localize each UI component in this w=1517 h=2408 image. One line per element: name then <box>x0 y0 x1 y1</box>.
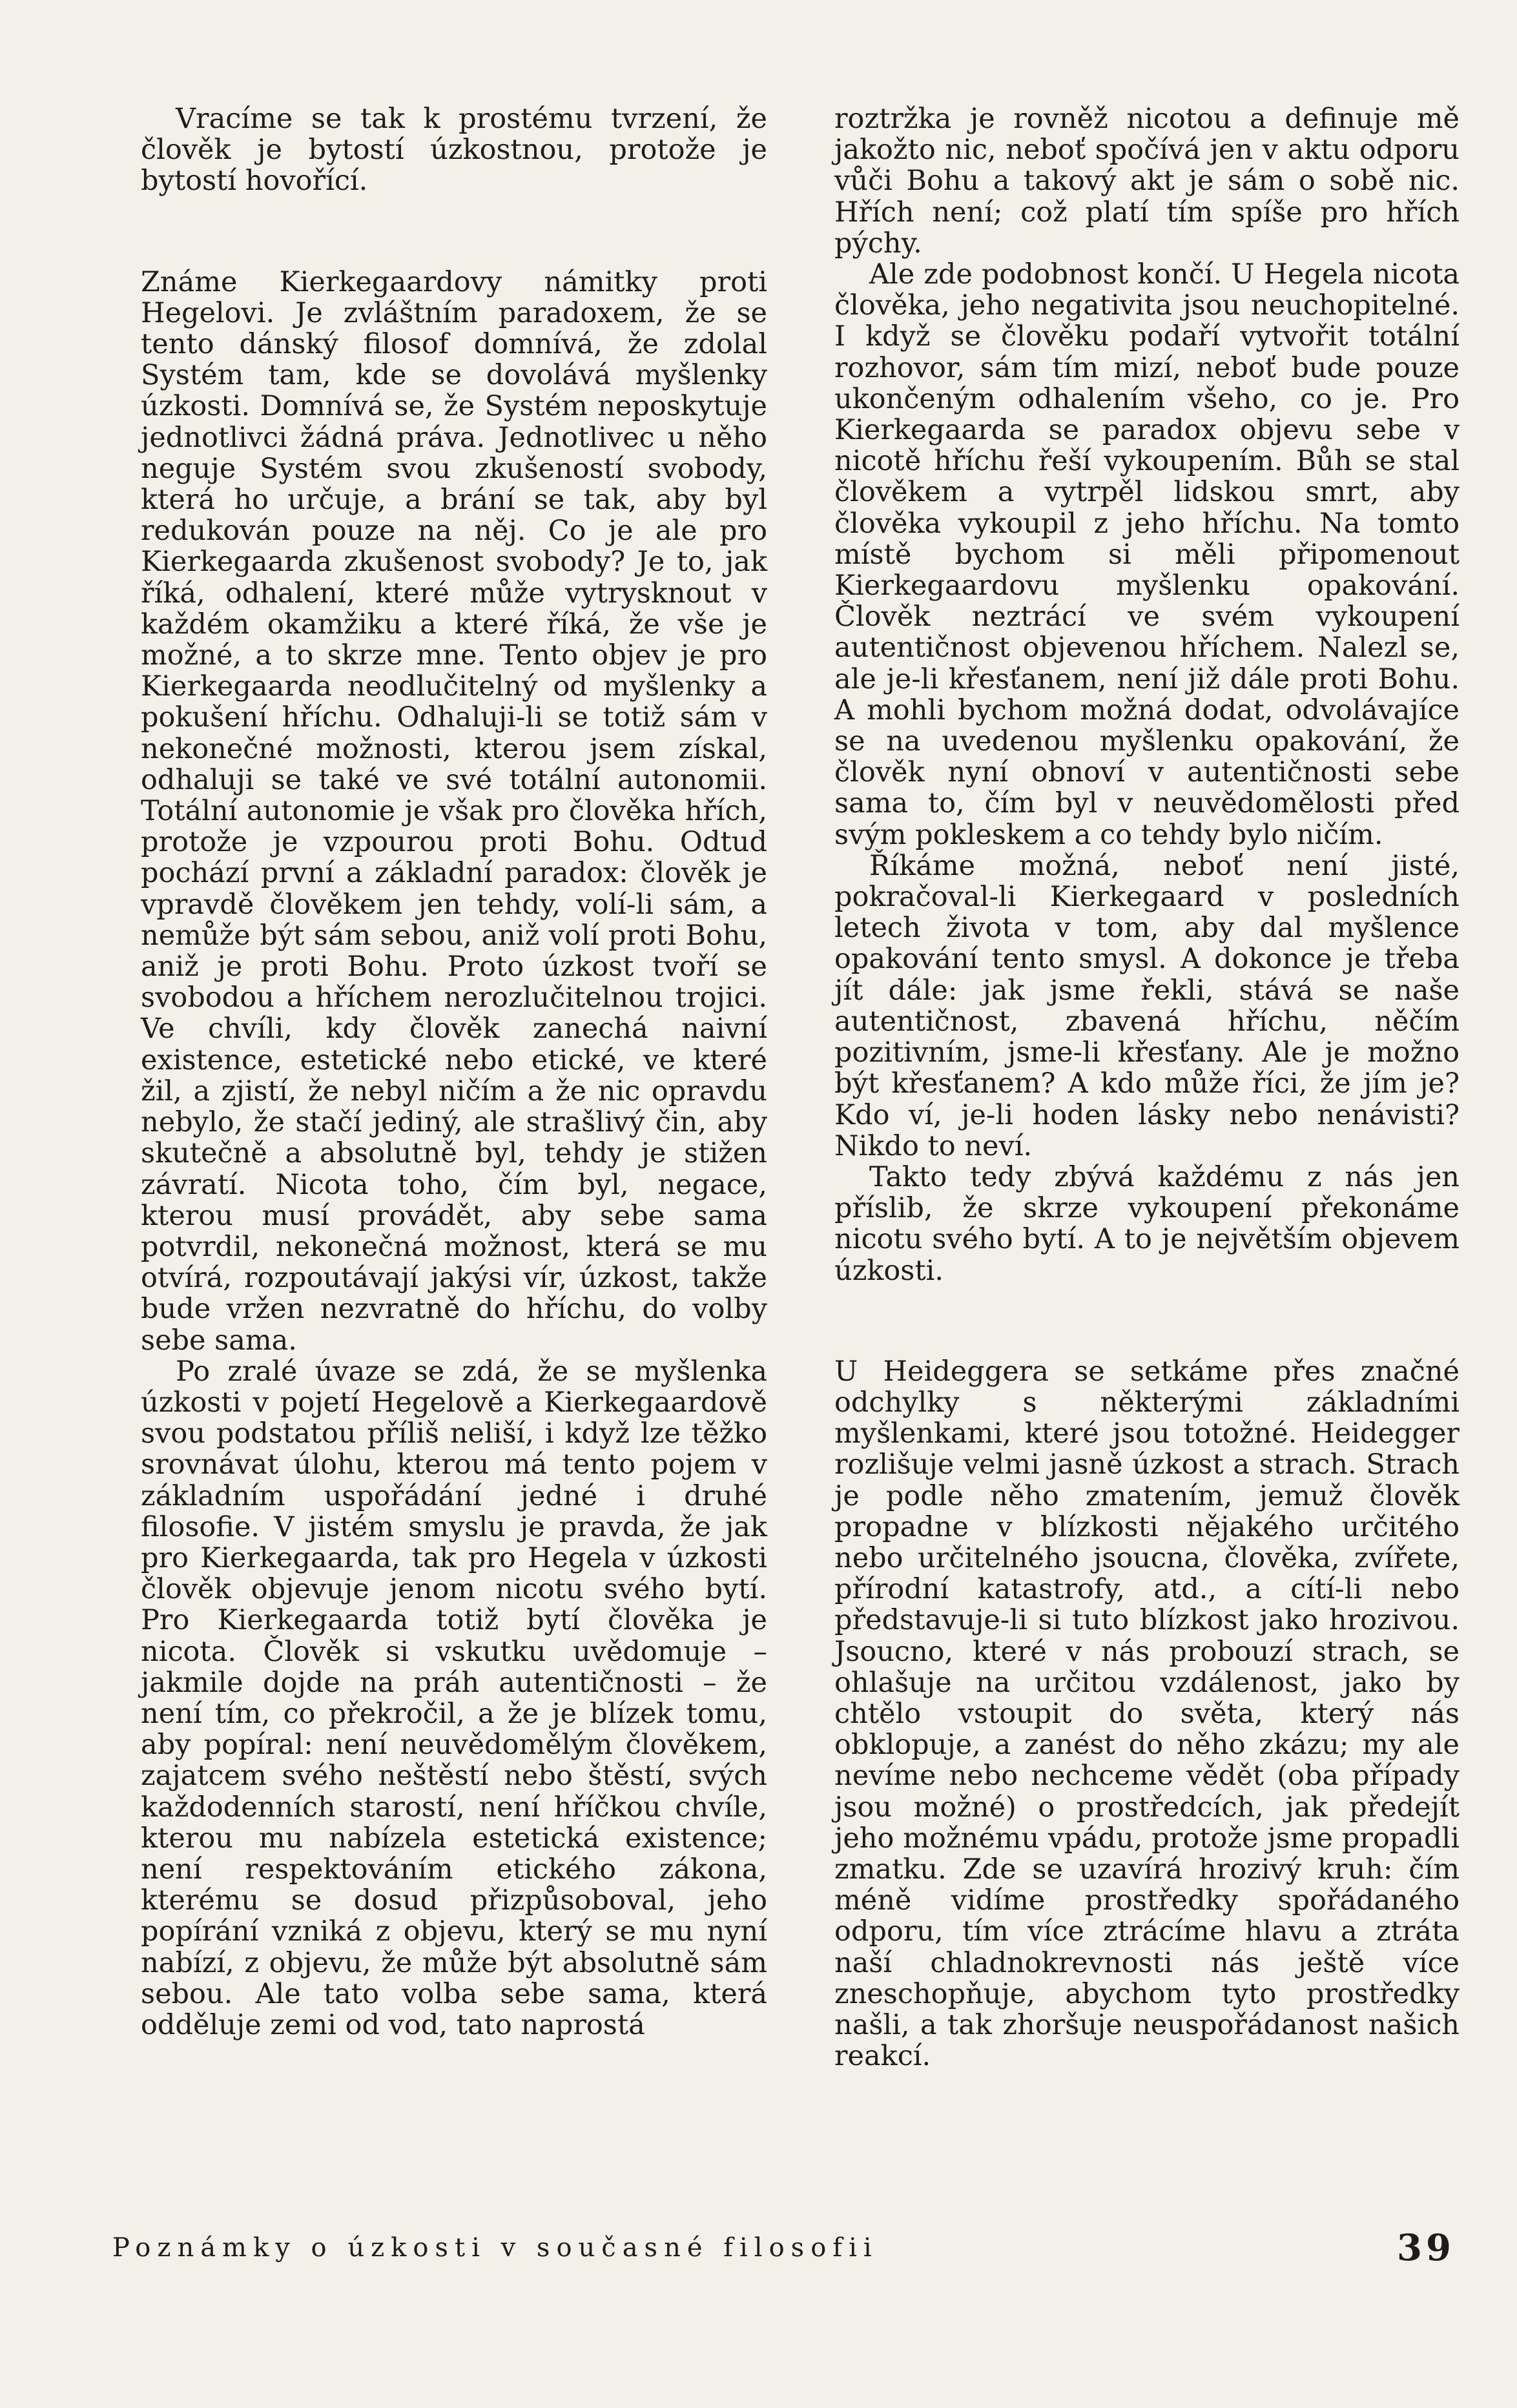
paragraph: Ale zde podobnost končí. U Hegela nicota člověka, jeho negativita jsou neuchopitelné. I když se člověku podaří vytvořit totální rozhovor, sám tím mizí, neboť bude pouze ukončeným odhalením všeho, co je. Pro Kierkegaarda se paradox objevu sebe v nicotě hříchu řeší vykoupením. Bůh se stal člověkem a vytrpěl lidskou smrt, aby člověka vykoupil z jeho hříchu. Na tomto místě bychom si měli připomenout Kierkegaardovu myšlenku opakování. Člověk neztrácí ve svém vykoupení autentičnost objevenou hříchem. Nalezl se, ale je-li křesťanem, není již dále proti Bohu. A mohli bychom možná dodat, odvolávajíce se na uvedenou myšlenku opakování, že člověk nyní obnoví v autentičnosti sebe sama to, čím byl v neuvědomělosti před svým pokleskem a co tehdy bylo ničím. <box>834 258 1460 851</box>
paragraph: Říkáme možná, neboť není jisté, pokračoval-li Kierkegaard v posledních letech života v tom, aby dal myšlence opakování tento smysl. A dokonce je třeba jít dále: jak jsme řekli, stává se naše autentičnost, zbavená hříchu, něčím pozitivním, jsme-li křesťany. Ale je možno být křesťanem? A kdo může říci, že jím je? Kdo ví, je-li hoden lásky nebo nenávisti? Nikdo to neví. <box>834 849 1460 1162</box>
paragraph: Po zralé úvaze se zdá, že se myšlenka úzkosti v pojetí Hegelově a Kierkegaardově svou podstatou příliš neliší, i když lze těžko srovnávat úlohu, kterou má tento pojem v základním uspořádání jedné i druhé filosofie. V jistém smyslu je pravda, že jak pro Kierkegaarda, tak pro Hegela v úzkosti člověk objevuje jenom nicotu svého bytí. Pro Kierkegaarda totiž bytí člověka je nicota. Člověk si vskutku uvědomuje – jakmile dojde na práh autentičnosti – že není tím, co překročil, a že je blízek tomu, aby popíral: není neuvědomělým člověkem, zajatcem svého neštěstí nebo štěstí, svých každodenních starostí, není hříčkou chvíle, kterou mu nabízela estetická existence; není respektováním etického zákona, kterému se dosud přizpůsoboval, jeho popírání vzniká z objevu, který se mu nyní nabízí, z objevu, že může být absolutně sám sebou. Ale tato volba sebe sama, která odděluje zemi od vod, tato naprostá <box>141 1355 767 2041</box>
right-column <box>834 103 1460 2072</box>
paragraph: Vracíme se tak k prostému tvrzení, že člověk je bytostí úzkostnou, protože je bytostí hovořící. <box>141 103 767 198</box>
paragraph: Takto tedy zbývá každému z nás jen příslib, že skrze vykoupení překonáme nicotu svého bytí. A to je největším objevem úzkosti. <box>834 1160 1460 1287</box>
paragraph: U Heideggera se setkáme přes značné odchylky s některými základními myšlenkami, které jsou totožné. Heidegger rozlišuje velmi jasně úzkost a strach. Strach je podle něho zmatením, jemuž člověk propadne v blízkosti nějakého určitého nebo určitelného jsoucna, člověka, zvířete, přírodní katastrofy, atd., a cítí-li nebo představuje-li si tuto blízkost jako hrozivou. Jsoucno, které v nás probouzí strach, se ohlašuje na určitou vzdálenost, jako by chtělo vstoupit do světa, který nás obklopuje, a zanést do něho zkázu; my ale nevíme nebo nechceme vědět (oba případy jsou možné) o prostředcích, jak předejít jeho možnému vpádu, protože jsme propadli zmatku. Zde se uzavírá hrozivý kruh: čím méně vidíme prostředky spořádaného odporu, tím více ztrácíme hlavu a ztráta naší chladnokrevnosti nás ještě více zneschopňuje, abychom tyto prostředky našli, a tak zhoršuje neuspořádanost našich reakcí. <box>834 1355 1460 2073</box>
paragraph: Známe Kierkegaardovy námitky proti Hegelovi. Je zvláštním paradoxem, že se tento dánský filosof domnívá, že zdolal Systém tam, kde se dovolává myšlenky úzkosti. Domnívá se, že Systém neposkytuje jednotlivci žádná práva. Jednotlivec u něho neguje Systém svou zkušeností svobody, která ho určuje, a brání se tak, aby byl redukován pouze na něj. Co je ale pro Kierkegaarda zkušenost svobody? Je to, jak říká, odhalení, které může vytrysknout v každém okamžiku a které říká, že vše je možné, a to skrze mne. Tento objev je pro Kierkegaarda neodlučitelný od myšlenky a pokušení hříchu. Odhaluji-li se totiž sám v nekonečné možnosti, kterou jsem získal, odhaluji se také ve své totální autonomii. Totální autonomie je však pro člověka hřích, protože je vzpourou proti Bohu. Odtud pochází první a základní paradox: člověk je vpravdě člověkem jen tehdy, volí-li sám, a nemůže být sám sebou, aniž volí proti Bohu, aniž je proti Bohu. Proto úzkost tvoří se svobodou a hříchem nerozlučitelnou trojici. Ve chvíli, kdy člověk zanechá naivní existence, estetické nebo etické, ve které žil, a zjistí, že nebyl ničím a že nic opravdu nebylo, že stačí jediný, ale strašlivý čin, aby skutečně a absolutně byl, tehdy je stižen závratí. Nicota toho, čím byl, negace, kterou musí provádět, aby sebe sama potvrdil, nekonečná možnost, která se mu otvírá, rozpoutávají jakýsi vír, úzkost, takže bude vržen nezvratně do hříchu, do volby sebe sama. <box>141 265 767 1357</box>
paragraph: roztržka je rovněž nicotou a definuje mě jakožto nic, neboť spočívá jen v aktu odporu vůči Bohu a takový akt je sám o sobě nic. Hřích není; což platí tím spíše pro hřích pýchy. <box>834 103 1460 260</box>
page-number: 39 <box>1397 2227 1455 2269</box>
running-title: Poznámky o úzkosti v současné filosofii <box>112 2233 878 2263</box>
left-column <box>141 103 767 2041</box>
